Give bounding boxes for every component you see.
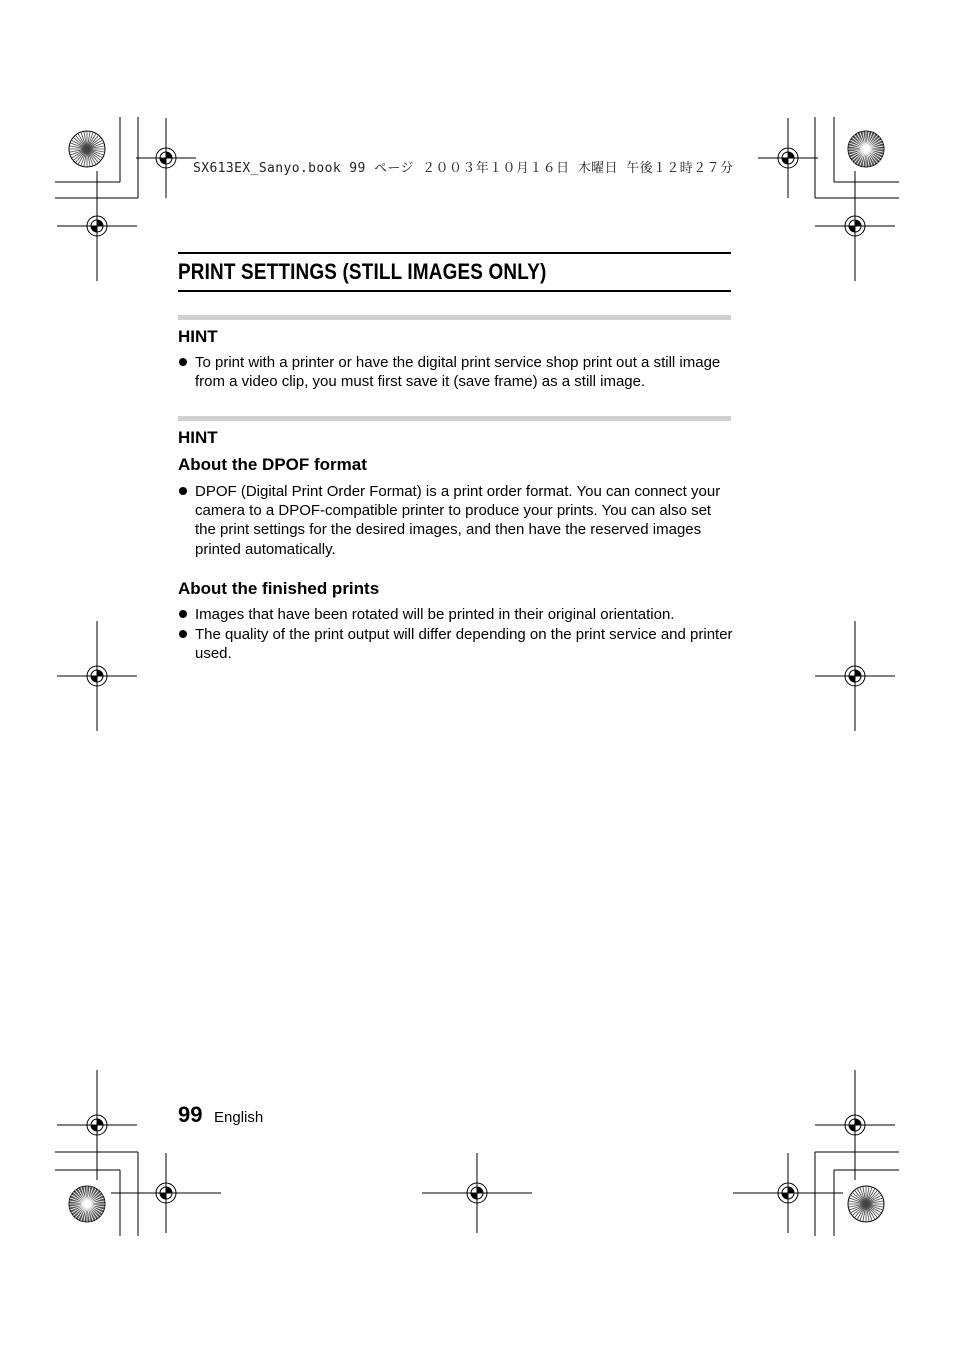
registration-crosshair-icon — [815, 1070, 895, 1180]
hint-bar — [178, 315, 731, 320]
bullet-icon — [179, 610, 187, 618]
color-calibration-star-icon — [69, 1186, 105, 1222]
hint-label: HINT — [178, 428, 218, 447]
prints-bullet: Images that have been rotated will be printed in their original orientation. — [195, 606, 675, 623]
registration-crosshair-icon — [57, 1070, 137, 1180]
registration-crosshair-icon — [136, 118, 196, 198]
registration-crosshair-icon — [422, 1153, 532, 1233]
section-heading-dpof: About the DPOF format — [178, 455, 367, 474]
color-calibration-star-icon — [848, 1186, 884, 1222]
bullet-icon — [179, 630, 187, 638]
registration-crosshair-icon — [733, 1153, 843, 1233]
hint-bar — [178, 416, 731, 421]
registration-crosshair-icon — [57, 171, 137, 281]
bullet-icon — [179, 487, 187, 495]
dpof-bullet: DPOF (Digital Print Order Format) is a print order format. You can connect your camera to a DPOF-compatible printer to produce your prints. You can also set the print settings for the desired images, and then have the reserved images printed automatically. — [195, 483, 721, 558]
page-title: PRINT SETTINGS (STILL IMAGES ONLY) — [178, 259, 547, 284]
title-rule-bottom — [178, 290, 731, 292]
prints-bullet: The quality of the print output will differ depending on the print service and printer used. — [195, 626, 733, 663]
section-heading-finished-prints: About the finished prints — [178, 579, 380, 598]
color-calibration-star-icon — [69, 131, 105, 167]
color-calibration-star-icon — [848, 131, 884, 167]
page-number: 99 — [178, 1102, 203, 1127]
page-language: English — [214, 1109, 264, 1126]
title-rule-top — [178, 252, 731, 254]
bullet-icon — [179, 358, 187, 366]
print-header: SX613EX_Sanyo.book 99 ページ ２００３年１０月１６日 木曜日 午後１２時２７分 — [193, 161, 734, 176]
hint-bullet: To print with a printer or have the digital print service shop print out a still image from a video clip, you must first save it (save frame) as a still image. — [195, 354, 721, 391]
registration-crosshair-icon — [758, 118, 818, 198]
registration-crosshair-icon — [815, 171, 895, 281]
hint-label: HINT — [178, 327, 218, 346]
registration-crosshair-icon — [815, 621, 895, 731]
registration-crosshair-icon — [57, 621, 137, 731]
registration-crosshair-icon — [111, 1153, 221, 1233]
